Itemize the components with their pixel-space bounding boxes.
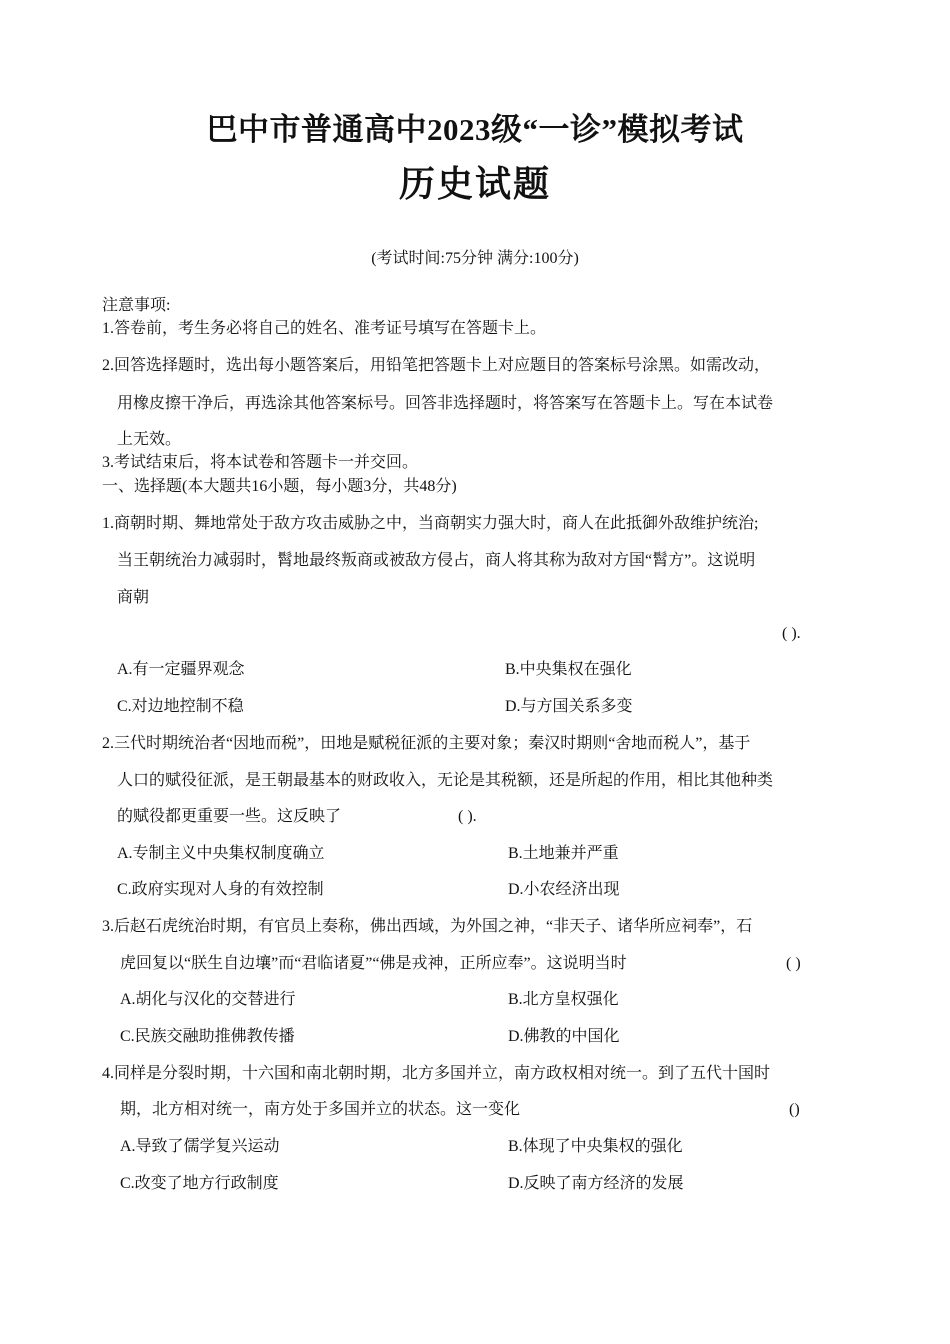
question-2-option-b: B.土地兼并严重	[508, 845, 619, 862]
notes-heading: 注意事项:	[102, 297, 171, 314]
question-3-option-c: C.民族交融助推佛教传播	[120, 1028, 295, 1045]
question-1-option-d: D.与方国关系多变	[505, 698, 633, 715]
question-1-option-a: A.有一定疆界观念	[117, 661, 245, 678]
question-2-option-d: D.小农经济出现	[508, 881, 620, 898]
question-2-answer-blank: ( ).	[458, 808, 477, 825]
note-item-2-line-2: 用橡皮擦干净后，再选涂其他答案标号。回答非选择题时，将答案写在答题卡上。写在本试卷	[117, 395, 774, 412]
question-4-option-a: A.导致了儒学复兴运动	[120, 1138, 280, 1155]
question-2-line-1: 2.三代时期统治者“因地而税”，田地是赋税征派的主要对象；秦汉时期则“舍地而税人”，基于	[102, 735, 751, 752]
question-3-option-d: D.佛教的中国化	[508, 1028, 620, 1045]
question-4-answer-blank: ()	[789, 1101, 800, 1118]
question-3-answer-blank: ( )	[786, 955, 801, 972]
exam-title: 巴中市普通高中2023级“一诊”模拟考试	[206, 112, 744, 147]
question-1-answer-blank: ( ).	[782, 625, 801, 642]
question-3-option-b: B.北方皇权强化	[508, 991, 619, 1008]
question-2-line-2: 人口的赋役征派，是王朝最基本的财政收入，无论是其税额，还是所起的作用，相比其他种类	[117, 772, 774, 789]
note-item-1: 1.答卷前，考生务必将自己的姓名、准考证号填写在答题卡上。	[102, 320, 547, 337]
note-item-2-line-3: 上无效。	[117, 431, 182, 448]
question-2-option-c: C.政府实现对人身的有效控制	[117, 881, 324, 898]
question-4-line-2: 期，北方相对统一，南方处于多国并立的状态。这一变化	[120, 1101, 521, 1118]
question-1-option-b: B.中央集权在强化	[505, 661, 632, 678]
question-4-line-1: 4.同样是分裂时期，十六国和南北朝时期，北方多国并立，南方政权相对统一。到了五代十国时	[102, 1065, 771, 1082]
question-2-line-3: 的赋役都更重要一些。这反映了	[117, 808, 342, 825]
question-2-option-a: A.专制主义中央集权制度确立	[117, 845, 325, 862]
question-3-line-1: 3.后赵石虎统治时期，有官员上奏称，佛出西域，为外国之神，“非天子、诸华所应祠奉”，石	[102, 918, 753, 935]
question-1-line-1: 1.商朝时期、舞地常处于敌方攻击威胁之中，当商朝实力强大时，商人在此抵御外敌维护统治;	[102, 515, 759, 532]
question-3-option-a: A.胡化与汉化的交替进行	[120, 991, 296, 1008]
question-1-line-2: 当王朝统治力减弱时，髾地最终叛商或被敌方侵占，商人将其称为敌对方国“髾方”。这说明	[117, 552, 756, 569]
note-item-3: 3.考试结束后，将本试卷和答题卡一并交回。	[102, 454, 419, 471]
note-item-2-line-1: 2.回答选择题时，选出每小题答案后，用铅笔把答题卡上对应题目的答案标号涂黑。如需改动，	[102, 357, 771, 374]
question-4-option-c: C.改变了地方行政制度	[120, 1175, 279, 1192]
question-3-line-2: 虎回复以“朕生自边壤”而“君临诸夏”“佛是戎神，正所应奉”。这说明当时	[120, 955, 627, 972]
question-4-option-d: D.反映了南方经济的发展	[508, 1175, 684, 1192]
section-heading: 一、选择题(本大题共16小题，每小题3分，共48分)	[102, 478, 457, 495]
question-1-line-3: 商朝	[117, 589, 150, 606]
exam-info: (考试时间:75分钟 满分:100分)	[371, 250, 579, 267]
question-4-option-b: B.体现了中央集权的强化	[508, 1138, 683, 1155]
question-1-option-c: C.对边地控制不稳	[117, 698, 244, 715]
subject-title: 历史试题	[398, 164, 551, 204]
